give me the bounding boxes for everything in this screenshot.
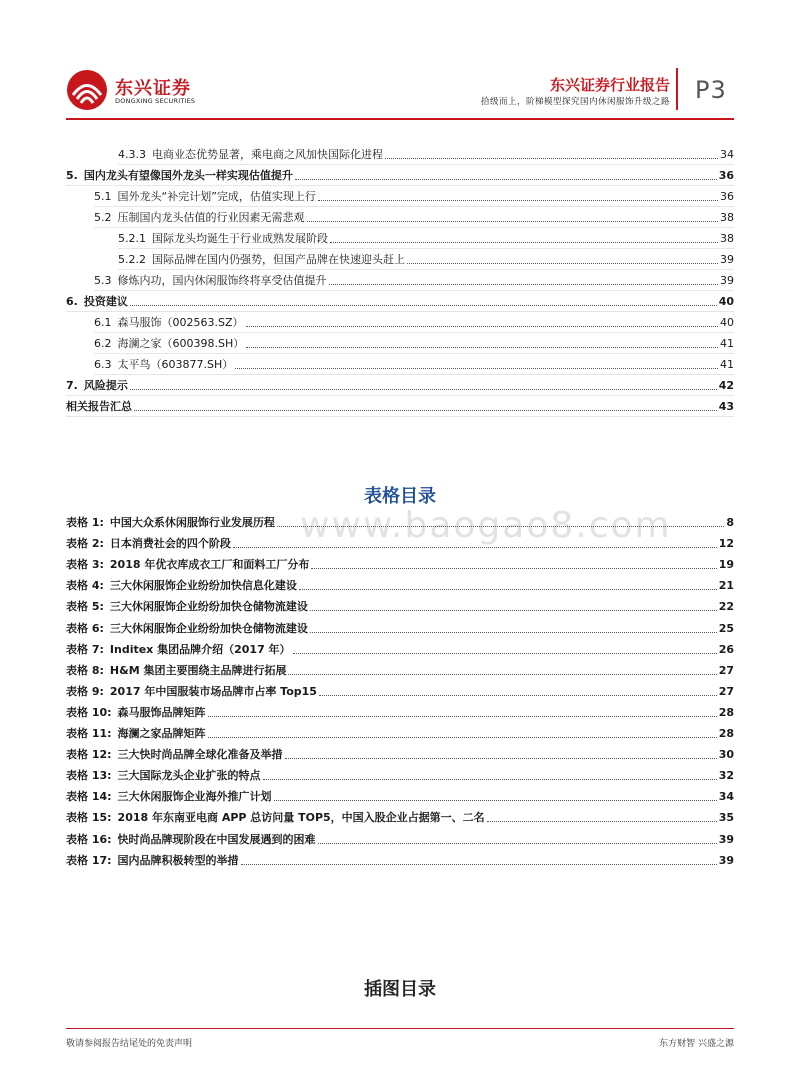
toc-row-separator [66, 416, 734, 417]
table-entry-title: 三大休闲服饰企业纷纷加快仓储物流建设 [109, 621, 308, 635]
table-entry-label: 表格 1: [66, 516, 104, 529]
table-entry-label: 表格 17: [66, 853, 112, 867]
table-entry-page: 8 [726, 516, 734, 529]
toc-entry-page: 36 [718, 169, 734, 182]
table-list-entry[interactable] [66, 788, 734, 804]
toc-entry-number: 6. [66, 295, 78, 308]
table-entry-title: 三大休闲服饰企业海外推广计划 [117, 790, 272, 804]
table-entry-page: 25 [718, 621, 734, 635]
toc-entry-number: 6.3 [94, 358, 112, 371]
table-entry-title: 日本消费社会的四个阶段 [109, 537, 231, 551]
toc-entry[interactable] [66, 293, 734, 309]
table-entry-page: 19 [718, 558, 734, 572]
footer-rule [66, 1028, 734, 1029]
table-entry-label: 表格 8: [66, 663, 104, 677]
toc-entry-title: 压制国内龙头估值的行业因素无需悲观 [117, 211, 305, 224]
toc-leader-dots [235, 368, 718, 369]
table-leader-dots [208, 716, 717, 717]
toc-row-separator [66, 395, 734, 396]
toc-leader-dots [385, 158, 718, 159]
toc-entry-title: 国内龙头有望像国外龙头一样实现估值提升 [83, 169, 293, 182]
toc-entry-page: 40 [720, 316, 734, 329]
toc-leader-dots [407, 263, 718, 264]
table-leader-dots [208, 737, 717, 738]
table-entry-page: 39 [718, 832, 734, 846]
table-list-entry[interactable] [66, 852, 734, 868]
toc-leader-dots [246, 347, 718, 348]
tables-section-title: 表格目录 [364, 486, 436, 507]
toc-entry[interactable] [66, 167, 734, 183]
table-leader-dots [285, 758, 717, 759]
table-entry-label: 表格 3: [66, 558, 104, 572]
toc-entry[interactable] [94, 314, 734, 330]
toc-entry[interactable] [94, 272, 734, 288]
table-leader-dots [274, 800, 717, 801]
toc-entry[interactable] [94, 209, 734, 225]
table-leader-dots [310, 632, 717, 633]
table-list-entry[interactable] [66, 641, 734, 657]
toc-leader-dots [330, 242, 718, 243]
logo-chinese-name: 东兴证券 [115, 78, 191, 99]
table-entry-label: 表格 2: [66, 537, 104, 551]
toc-leader-dots [130, 305, 717, 306]
toc-entry-number: 4.3.3 [118, 148, 146, 161]
toc-entry-title: 国外龙头“补完计划”完成，估值实现上行 [117, 190, 316, 203]
table-entry-title: 国内品牌积极转型的举措 [117, 853, 239, 867]
toc-entry-title: 电商业态优势显著，乘电商之风加快国际化进程 [152, 148, 383, 161]
figures-section-title: 插图目录 [364, 979, 436, 1000]
toc-entry-page: 41 [720, 337, 734, 350]
toc-row-separator [66, 185, 734, 186]
toc-row-separator [94, 374, 734, 375]
toc-entry-number: 6.2 [94, 337, 112, 350]
table-list-entry[interactable] [66, 535, 734, 551]
table-entry-title: 2017 年中国服装市场品牌市占率 Top15 [109, 684, 317, 698]
table-list-entry[interactable] [66, 577, 734, 593]
table-leader-dots [487, 821, 717, 822]
table-entry-page: 39 [718, 853, 734, 867]
toc-leader-dots [246, 326, 718, 327]
toc-row-separator [94, 227, 734, 228]
toc-row-separator [94, 290, 734, 291]
logo-english-name: DONGXING SECURITIES [115, 97, 196, 105]
table-entry-page: 35 [718, 811, 734, 825]
toc-entry-number: 5.2.2 [118, 253, 146, 266]
toc-entry-title: 国际品牌在国内仍强势，但国产品牌在快速迎头赶上 [152, 253, 405, 266]
table-entry-page: 27 [718, 663, 734, 677]
table-list-entry[interactable] [66, 598, 734, 614]
table-entry-page: 32 [718, 769, 734, 783]
toc-entry-title: 投资建议 [83, 295, 128, 308]
toc-entry-page: 42 [718, 379, 734, 392]
toc-leader-dots [329, 284, 719, 285]
logo-mark-icon [65, 68, 109, 112]
toc-row-separator [94, 332, 734, 333]
toc-entry-page: 40 [718, 295, 734, 308]
toc-entry[interactable] [66, 398, 734, 414]
table-entry-label: 表格 11: [66, 727, 112, 740]
toc-entry-title: 海澜之家（600398.SH） [117, 337, 245, 350]
table-entry-label: 表格 14: [66, 790, 112, 804]
toc-leader-dots [318, 200, 718, 201]
toc-entry-page: 38 [720, 232, 734, 245]
toc-entry-page: 36 [720, 190, 734, 203]
toc-entry-number: 7. [66, 379, 78, 392]
table-leader-dots [311, 568, 716, 569]
table-entry-label: 表格 16: [66, 832, 112, 846]
toc-entry-title: 森马服饰（002563.SZ） [117, 316, 244, 329]
toc-entry-page: 38 [720, 211, 734, 224]
table-entry-title: 三大国际龙头企业扩张的特点 [117, 769, 261, 783]
table-entry-label: 表格 4: [66, 579, 104, 593]
table-list-entry[interactable] [66, 620, 734, 636]
toc-entry-number: 5.3 [94, 274, 112, 287]
toc-row-separator [118, 164, 734, 165]
toc-entry-page: 34 [720, 148, 734, 161]
footer-disclaimer: 敬请参阅报告结尾处的免责声明 [66, 1039, 193, 1049]
table-entry-label: 表格 6: [66, 621, 104, 635]
header-divider [676, 68, 678, 110]
table-entry-page: 28 [718, 705, 734, 719]
table-entry-page: 34 [718, 790, 734, 804]
table-entry-title: 海澜之家品牌矩阵 [117, 727, 206, 740]
toc-leader-dots [130, 389, 717, 390]
table-entry-label: 表格 9: [66, 684, 104, 698]
table-list-entry[interactable] [66, 514, 734, 530]
table-entry-title: 2018 年优衣库成衣工厂和面料工厂分布 [109, 558, 310, 572]
table-leader-dots [241, 864, 717, 865]
table-list-entry[interactable] [66, 746, 734, 762]
toc-entry[interactable] [94, 356, 734, 372]
toc-entry-number: 5.2 [94, 211, 112, 224]
toc-entry[interactable] [118, 251, 734, 267]
toc-entry-number: 5.2.1 [118, 232, 146, 245]
table-entry-page: 26 [718, 642, 734, 656]
toc-entry-page: 41 [720, 358, 734, 371]
toc-entry[interactable] [94, 335, 734, 351]
table-leader-dots [293, 653, 717, 654]
table-leader-dots [319, 695, 717, 696]
table-entry-page: 22 [718, 600, 734, 614]
table-entry-label: 表格 7: [66, 642, 104, 656]
table-entry-label: 表格 13: [66, 769, 112, 783]
toc-leader-dots [307, 221, 719, 222]
table-entry-title: Inditex 集团品牌介绍（2017 年） [109, 642, 291, 656]
toc-entry-page: 39 [720, 274, 734, 287]
table-list-entry[interactable] [66, 704, 734, 720]
table-entry-title: 2018 年东南亚电商 APP 总访问量 TOP5，中国入股企业占据第一、二名 [117, 811, 485, 825]
toc-entry-title: 相关报告汇总 [66, 400, 132, 413]
table-entry-page: 28 [718, 727, 734, 740]
toc-entry-title: 国际龙头均诞生于行业成熟发展阶段 [152, 232, 328, 245]
toc-row-separator [118, 269, 734, 270]
table-entry-label: 表格 5: [66, 600, 104, 614]
table-entry-page: 12 [718, 537, 734, 551]
watermark: www.baogao8.com [300, 505, 672, 546]
table-list-entry[interactable] [66, 809, 734, 825]
table-entry-title: 三大休闲服饰企业纷纷加快仓储物流建设 [109, 600, 308, 614]
toc-entry-number: 6.1 [94, 316, 112, 329]
toc-row-separator [94, 206, 734, 207]
table-leader-dots [318, 843, 717, 844]
table-entry-page: 27 [718, 684, 734, 698]
footer-slogan: 东方财智 兴盛之源 [659, 1039, 734, 1049]
table-entry-title: 中国大众系休闲服饰行业发展历程 [109, 516, 275, 529]
table-entry-label: 表格 10: [66, 705, 112, 719]
toc-entry-number: 5. [66, 169, 78, 182]
toc-entry[interactable] [94, 188, 734, 204]
table-list-entry[interactable] [66, 556, 734, 572]
toc-entry-title: 太平鸟（603877.SH） [117, 358, 234, 371]
table-leader-dots [263, 779, 717, 780]
table-list-entry[interactable] [66, 831, 734, 847]
table-entry-page: 21 [718, 579, 734, 593]
table-list-entry[interactable] [66, 683, 734, 699]
table-entry-title: 快时尚品牌现阶段在中国发展遇到的困难 [117, 832, 316, 846]
toc-row-separator [66, 311, 734, 312]
toc-entry-page: 43 [718, 400, 734, 413]
table-entry-title: 三大快时尚品牌全球化准备及举措 [117, 748, 283, 762]
table-entry-page: 30 [718, 748, 734, 762]
company-logo [65, 68, 205, 112]
toc-leader-dots [134, 410, 717, 411]
table-entry-title: H&M 集团主要围绕主品牌进行拓展 [109, 663, 287, 677]
toc-row-separator [118, 248, 734, 249]
table-list-entry[interactable] [66, 767, 734, 783]
toc-entry[interactable] [118, 146, 734, 162]
table-leader-dots [299, 589, 717, 590]
table-leader-dots [233, 547, 717, 548]
table-list-entry[interactable] [66, 662, 734, 678]
page-number: P3 [695, 76, 727, 104]
report-title: 东兴证券行业报告 [549, 76, 670, 94]
table-leader-dots [277, 526, 724, 527]
toc-entry[interactable] [118, 230, 734, 246]
toc-entry-page: 39 [720, 253, 734, 266]
toc-leader-dots [295, 179, 717, 180]
table-leader-dots [288, 674, 716, 675]
report-subtitle: 拾级而上，阶梯模型探究国内休闲服饰升级之路 [480, 97, 670, 107]
toc-entry-title: 修炼内功，国内休闲服饰终将享受估值提升 [117, 274, 327, 287]
table-entry-label: 表格 15: [66, 811, 112, 825]
toc-row-separator [94, 353, 734, 354]
table-entry-label: 表格 12: [66, 748, 112, 762]
toc-entry-number: 5.1 [94, 190, 112, 203]
table-entry-title: 森马服饰品牌矩阵 [117, 705, 206, 719]
table-list-entry[interactable] [66, 725, 734, 741]
toc-entry[interactable] [66, 377, 734, 393]
header-rule [66, 118, 734, 120]
table-leader-dots [310, 610, 717, 611]
toc-entry-title: 风险提示 [83, 379, 128, 392]
table-entry-title: 三大休闲服饰企业纷纷加快信息化建设 [109, 579, 297, 593]
